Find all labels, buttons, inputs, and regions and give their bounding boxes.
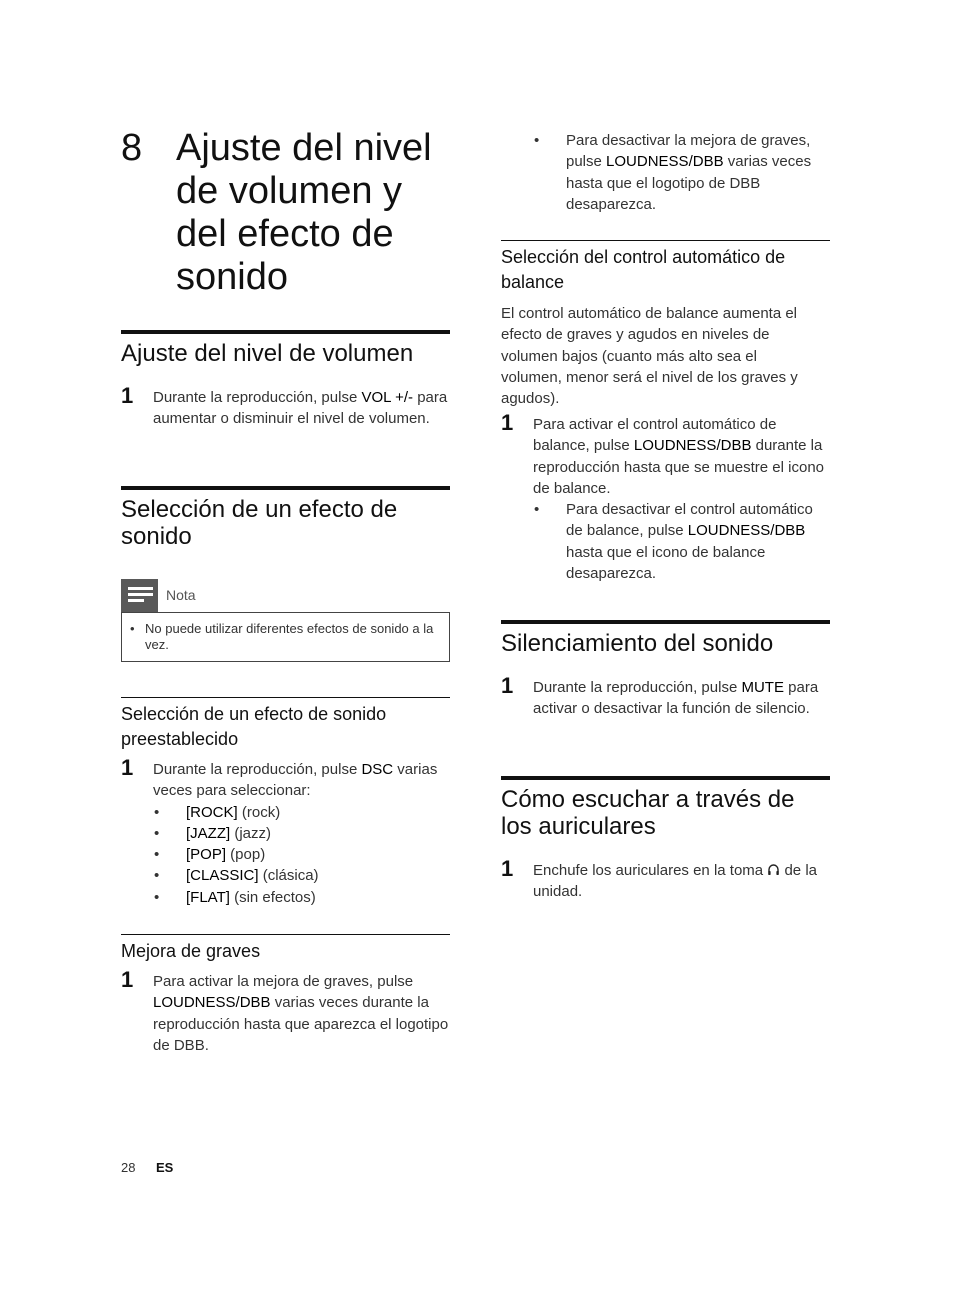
preset-option-classic: • [CLASSIC] (clásica) bbox=[153, 865, 450, 886]
section-headphones-heading: Cómo escuchar a través de los auriculares bbox=[501, 776, 830, 840]
section-mute-heading: Silenciamiento del sonido bbox=[501, 620, 830, 657]
preset-options bbox=[153, 802, 450, 908]
chapter-number: 8 bbox=[121, 127, 143, 169]
preset-option-flat: • [FLAT] (sin efectos) bbox=[153, 887, 450, 908]
preset-option-pop: • [POP] (pop) bbox=[153, 844, 450, 865]
section-volume-heading: Ajuste del nivel de volumen bbox=[121, 330, 450, 367]
bass-sub-item: • Para desactivar la mejora de graves, pulse LOUDNESS/DBB varias veces hasta que el logotipo de DBB desaparezca. bbox=[533, 130, 830, 215]
balance-sub-item: • Para desactivar el control automático de balance, pulse LOUDNESS/DBB hasta que el icono de balance desaparezca. bbox=[533, 499, 830, 584]
language-code: ES bbox=[156, 1160, 174, 1175]
preset-option-rock: • [ROCK] (rock) bbox=[153, 802, 450, 823]
note-label: Nota bbox=[166, 587, 196, 603]
section-bass-heading: Mejora de graves bbox=[121, 934, 450, 964]
balance-intro: El control automático de balance aumenta el efecto de graves y agudos en niveles de volumen bajos (cuanto más alto sea el volumen, menor será el nivel de los graves y agudos). bbox=[501, 305, 798, 408]
preset-option-jazz: • [JAZZ] (jazz) bbox=[153, 823, 450, 844]
bass-sub-bullets bbox=[533, 130, 830, 215]
section-balance-heading: Selección del control automático de balance bbox=[501, 240, 830, 295]
page-number: 28 bbox=[121, 1160, 136, 1175]
section-sound-effect-heading: Selección de un efecto de sonido bbox=[121, 486, 450, 550]
note-text: • No puede utilizar diferentes efectos de sonido a la vez. bbox=[122, 621, 449, 653]
note-box bbox=[121, 612, 450, 662]
chapter-title: Ajuste del nivel de volumen y del efecto de sonido bbox=[176, 127, 432, 298]
note-icon bbox=[121, 579, 158, 612]
section-preset-heading: Selección de un efecto de sonido preestablecido bbox=[121, 697, 450, 752]
note-header bbox=[121, 579, 450, 612]
headphones-icon bbox=[767, 863, 780, 876]
balance-sub-bullets bbox=[533, 499, 830, 584]
